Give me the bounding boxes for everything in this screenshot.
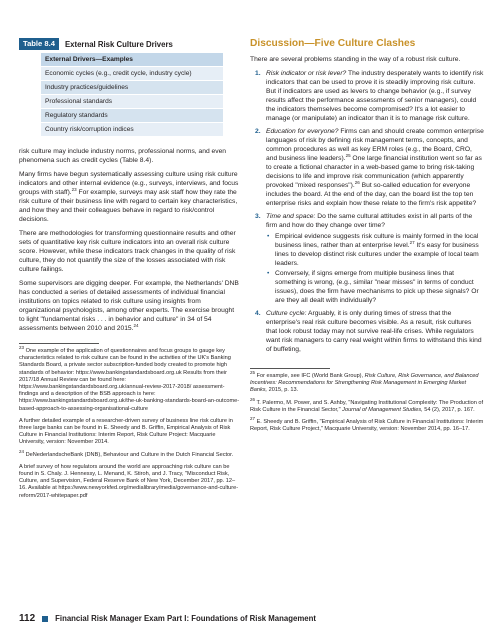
footnote: $^{27}$ E. Sheedy and B. Griffin, "Empirical Analysis of Risk Culture in Financial Institutions: Interim Report, Risk Culture Project," Macquarie University, version: November 2014, pp. 16–17. [250,416,484,433]
footnote-divider [19,343,99,344]
list-item: 1. Risk indicator or risk lever? The industry desperately wants to identify risk indicators that can be used to prove it is steadily improving risk culture. But if indicators are used as levers to change behavior (e.g., if survey results affect the performance assessments of senior managers), could the indicators themselves become compromised? It's a lot easier to manage (or manipulate) an indicator than it is to manage risk culture. [255,70,484,122]
footnote-ref: 23 [71,186,77,192]
table-row: Country risk/corruption indices [41,123,223,137]
table-row: Regulatory standards [41,109,223,123]
table-row: Economic cycles (e.g., credit cycle, industry cycle) [41,67,223,81]
risk-drivers-table [41,53,223,137]
body-paragraph: risk culture may include industry norms, professional norms, and even phenomena such as credit cycles (Table 8.4). [19,148,227,164]
body-paragraph: Many firms have begun systematically assessing culture using risk culture indicators and other internal evidence (e.g., surveys, interviews, and focus groups with staff).$^{23}$ For example, surveys may ask staff how they rate the risk culture of their business line with regard to certain key characteristics, and how they and their colleagues behave in regard to risk/control decisions. [19,171,239,223]
footnote: $^{24}$ DeNederlandscheBank (DNB), Behaviour and Culture in the Dutch Financial Sector. [19,448,234,458]
list-item: 3. Time and space: Do the same cultural attitudes exist in all parts of the firm and how do they change over time? • Empirical evidence suggests risk culture is mainly formed in the local business lines, rather than at enterprise level.$^{27}$ It's easy for business lines to develop distinct risk cultures under the example of local team leaders. • Conversely, if signs emerge from multiple business lines that something is wrong, (e.g., similar "near misses" in terms of conduct issues), does the firm have mechanisms to pick up these signals? Or are they all dealt with individually? [250,212,484,305]
page-number: 112 [19,613,36,624]
list-item: 2. Education for everyone? Firms can and should create common enterprise languages of risk by defining risk management terms, concepts, and common procedures as well as key ERM roles (e.g., the Board, CRO, and business line leaders).$^{25}$ One large financial institution went so far as to create a fictional character in a web-based game to bring risk-taking decisions to life and improve risk communication (which apparently provoked "mixed responses").$^{26}$ But so-called education for everyone includes the board. At the end of the day, can the board list the top ten enterprise risks and explain how these relate to the firm's risk appetite? [255,128,484,207]
right-column [250,38,484,438]
body-paragraph: Some supervisors are digging deeper. For example, the Netherlands' DNB has conducted a series of detailed assessments of individual financial institutions on topics related to risk culture using insights from organizational psychologists, among other experts. The exercise brought to light "fundamental risks . . . in behavior and culture" in 34 of 54 assessments between 2010 and 2015.24 [19,280,239,332]
footnote-ref: 24 [133,322,139,328]
body-paragraph: There are methodologies for transforming questionnaire results and other sets of quantitative key risk culture indicators into an overall risk culture score. However, while these indicators track changes in the quality of risk culture, they do not quantify the size of the losses associated with risk culture failings. [19,230,236,273]
intro-paragraph: There are several problems standing in the way of a robust risk culture. [250,56,461,63]
footnote-divider [250,368,330,369]
table-header: External Drivers—Examples [41,53,223,67]
square-bullet-icon [42,616,48,622]
left-column [19,38,241,505]
footnote: $^{25}$ For example, see IFC (World Bank Group), Risk Culture, Risk Governance, and Balanced Incentives: Recommendations for Strengthening Risk Management in Emerging Market Banks, 2015, p. 13. [250,370,479,394]
page-footer [19,613,316,624]
footnote: A further detailed example of a researcher-driven survey of business line risk culture in three large banks can be found in E. Sheedy and B. Griffin, Empirical Analysis of Risk Culture in Financial Institutions: Interim Report, Risk Culture Project: Macquarie University, version: November 2014. [19,417,233,446]
sub-bullet: • Empirical evidence suggests risk culture is mainly formed in the local business lines, rather than at enterprise level.$^{27}$ It's easy for business lines to develop distinct risk cultures under the example of local team leaders. [267,233,479,267]
table-number: Table 8.4 [19,38,59,50]
table-row: Industry practices/guidelines [41,81,223,95]
book-title: Financial Risk Manager Exam Part I: Foundations of Risk Management [55,614,316,623]
sub-bullet-list [266,232,484,305]
section-heading: Discussion—Five Culture Clashes [250,38,416,49]
sub-bullet: • Conversely, if signs emerge from multiple business lines that something is wrong, (e.g., similar "near misses" in terms of conduct issues), does the firm have mechanisms to pick up these signals? Or are they all dealt with individually? [267,270,479,304]
table-title: External Risk Culture Drivers [64,39,173,49]
list-item: 4. Culture cycle: Arguably, it is only during times of stress that the enterprise's real risk culture becomes visible. As a result, risk cultures that look robust today may not survive real-life crises. While regulators want risk managers to carry real weight within firms to withstand this kind of buffeting, [255,310,482,353]
table-caption [19,38,241,50]
culture-clash-list [250,69,484,354]
footnote: $^{23}$ One example of the application of questionnaires and focus groups to gauge key characteristics related to risk culture can be found in the activities of the UK's Banking Standards Board, a private sector subscription-funded body created to promote high standards of behavior: https://www.bankingstandardsboard.org.uk Results from their 2017/18 Annual Review can be found here: https://www.bankingstandardsboard.org.uk/annual-review-2017-2018/ assessment-findings and a description of the BSB approach is here: https://www.bankingstandardsboard.org.uk/the-uk-banking-standards-board-an-outcome-based-approach-to-assessing-organisational-culture [19,345,240,412]
footnote: A brief survey of how regulators around the world are approaching risk culture can be found in S. Chaly. J. Hennessy, L. Menand, K. Stiroh, and J. Tracy, "Misconduct Risk, Culture, and Supervision, Federal Reserve Bank of New York, December 2017, pp. 12–16. Available at https://www.newyorkfed.org/medialibrary/media/governance-and-culture-reform/2017-whitepaper.pdf [19,463,239,499]
footnote: $^{26}$ T. Palermo, M. Power, and S. Ashby, "Navigating Institutional Complexity: The Production of Risk Culture in the Financial Sector," Journal of Management Studies, 54 (2), 2017, p. 167. [250,396,484,413]
table-row: Professional standards [41,95,223,109]
